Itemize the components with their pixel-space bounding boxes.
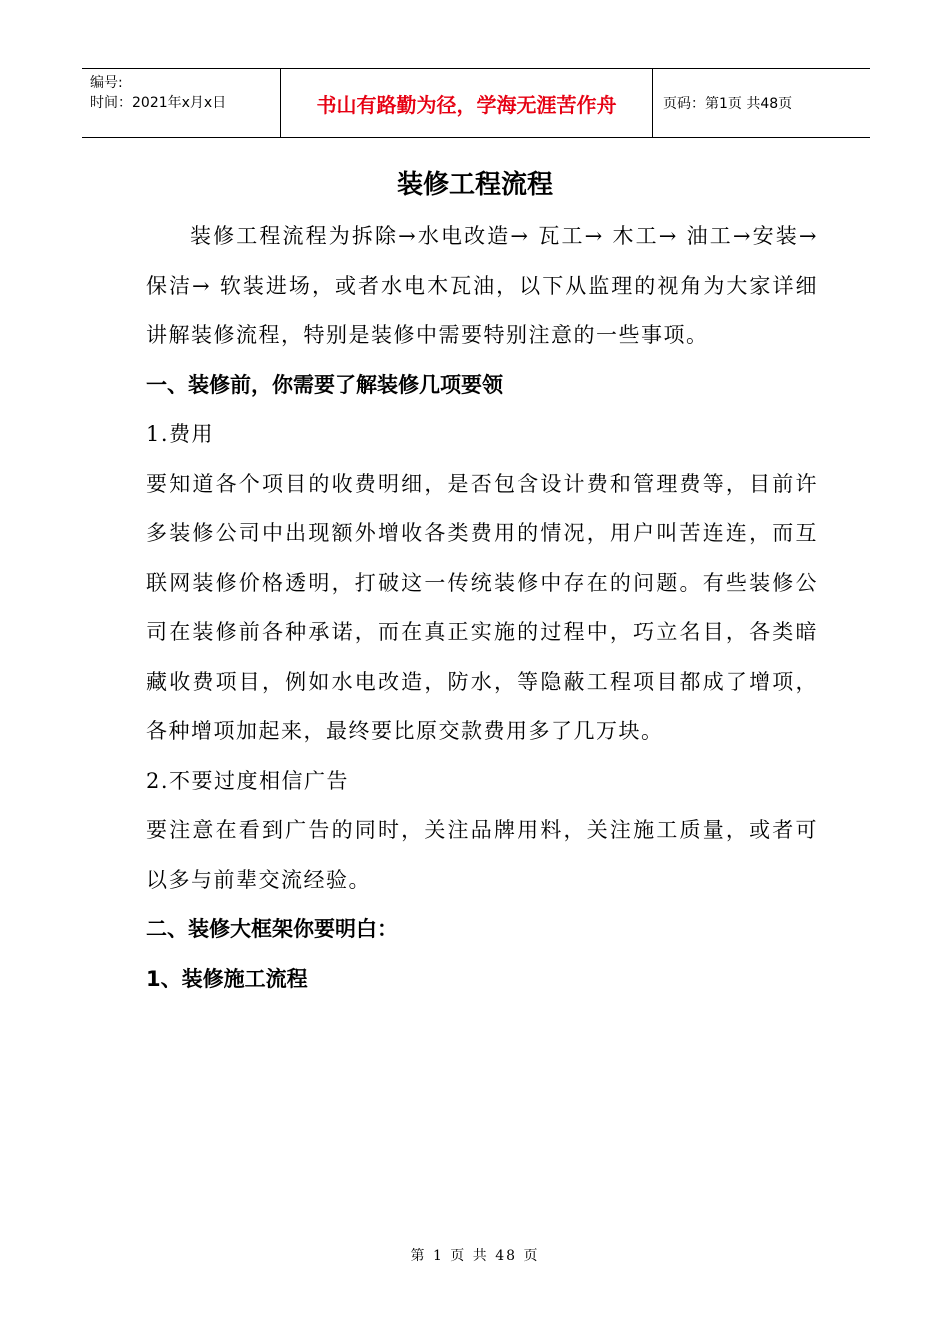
section-2-subheading: 1、装修施工流程 — [146, 966, 308, 991]
header-meta — [82, 69, 280, 137]
header-page-info: 页码：第1页 共48页 — [663, 96, 793, 112]
item-2-paragraph: 要注意在看到广告的同时，关注品牌用料，关注施工质量，或者可以多与前辈交流经验。 — [146, 818, 818, 892]
header-motto: 书山有路勤为径，学海无涯苦作舟 — [280, 69, 653, 137]
item-2-title: 2.不要过度相信广告 — [146, 768, 350, 793]
document-body — [146, 212, 818, 1004]
item-1-paragraph: 要知道各个项目的收费明细，是否包含设计费和管理费等，目前许多装修公司中出现额外增收各类费用的情况，用户叫苦连连，而互联网装修价格透明，打破这一传统装修中存在的问题。有些装修公司在装修前各种承诺，而在真正实施的过程中，巧立名目，各类暗藏收费项目，例如水电改造，防水，等隐蔽工程项目都成了增项，各种增项加起来，最终要比原交款费用多了几万块。 — [146, 471, 818, 743]
document-number-label: 编号: — [90, 75, 123, 91]
item-1-title: 1.费用 — [146, 422, 215, 446]
section-2-heading: 二、装修大框架你要明白： — [146, 917, 398, 941]
page-header — [82, 68, 870, 138]
section-1-heading: 一、装修前，你需要了解装修几项要领 — [146, 372, 503, 397]
document-title: 装修工程流程 — [396, 170, 553, 200]
intro-paragraph: 装修工程流程为拆除→水电改造→ 瓦工→ 木工→ 油工→安装→ 保洁→ 软装进场，或者水电木瓦油，以下从监理的视角为大家详细讲解装修流程，特别是装修中需要特别注意的一些事项。 — [146, 224, 818, 347]
document-date: 时间：2021年x月x日 — [90, 95, 227, 111]
page-footer: 第 1 页 共 48 页 — [410, 1248, 540, 1264]
